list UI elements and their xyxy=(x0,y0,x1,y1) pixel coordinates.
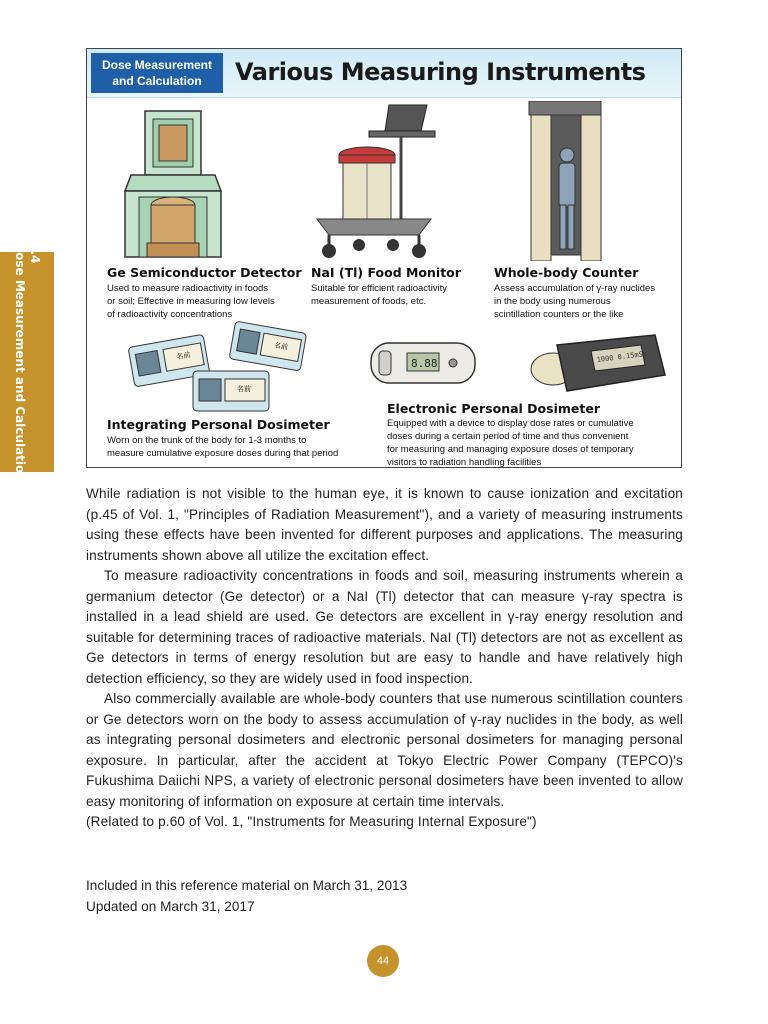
desc-line: Equipped with a device to display dose rates or cumulative xyxy=(387,418,634,429)
instrument-desc-ge xyxy=(107,282,275,321)
updated-date: Updated on March 31, 2017 xyxy=(86,898,255,914)
dosimeter-card-label-2: 名前 xyxy=(273,341,289,352)
figure-header xyxy=(87,49,681,98)
instrument-desc-integrating xyxy=(107,434,338,460)
desc-line: Assess accumulation of γ-ray nuclides xyxy=(494,283,656,294)
desc-line: visitors to radiation handling facilities xyxy=(387,457,542,468)
dosimeter-card-label-3: 名前 xyxy=(237,385,251,393)
figure-title: Various Measuring Instruments xyxy=(235,58,646,86)
dosimeter-card-label-1: 名前 xyxy=(175,350,191,362)
side-tab-text xyxy=(12,242,42,482)
instrument-title-nai: NaI (Tl) Food Monitor xyxy=(311,265,461,280)
nai-food-monitor-illustration xyxy=(309,103,439,259)
instrument-desc-nai xyxy=(311,282,447,308)
desc-line: measure cumulative exposure doses during that period xyxy=(107,448,339,459)
dosimeter-device-illustration xyxy=(529,325,669,401)
whole-body-counter-illustration xyxy=(525,101,605,261)
side-tab-label: Dose Measurement and Calculation xyxy=(13,242,27,482)
desc-line: Suitable for efficient radioactivity xyxy=(311,283,448,294)
figure-section-badge xyxy=(91,53,223,93)
side-tab-number: 2.4 xyxy=(28,242,42,264)
included-date: Included in this reference material on March 31, 2013 xyxy=(86,878,408,893)
instrument-title-electronic: Electronic Personal Dosimeter xyxy=(387,401,600,416)
instrument-desc-whole-body xyxy=(494,282,655,321)
desc-line: scintillation counters or the like xyxy=(494,309,624,320)
page-number: 44 xyxy=(367,945,399,977)
desc-line: for measuring and managing exposure doses of temporary xyxy=(387,444,634,455)
instrument-title-ge: Ge Semiconductor Detector xyxy=(107,265,302,280)
desc-line: in the body using numerous xyxy=(494,296,611,307)
desc-line: Used to measure radioactivity in foods xyxy=(107,283,269,294)
epd-display-reading: 8.88 xyxy=(411,357,438,370)
instrument-desc-electronic xyxy=(387,417,634,469)
desc-line: Worn on the trunk of the body for 1-3 months to xyxy=(107,435,307,446)
desc-line: measurement of foods, etc. xyxy=(311,296,427,307)
instruments-figure xyxy=(86,48,682,468)
desc-line: of radioactivity concentrations xyxy=(107,309,233,320)
device-display-reading: 1000 0.15mSv xyxy=(596,349,648,364)
instrument-title-integrating: Integrating Personal Dosimeter xyxy=(107,417,330,432)
ge-detector-illustration xyxy=(117,107,229,259)
document-dates xyxy=(86,876,407,917)
paragraph-1: While radiation is not visible to the human eye, it is known to cause ionization and excitation (p.45 of Vol. 1, "Principles of Radiation Measurement"), and a variety of measuring instruments using these effects have been invented for different purposes and applications. The measuring instruments shown above all utilize the excitation effect. xyxy=(86,486,683,563)
integrating-dosimeter-illustration xyxy=(127,321,307,417)
related-reference: (Related to p.60 of Vol. 1, "Instruments for Measuring Internal Exposure") xyxy=(86,814,537,829)
instrument-title-whole-body: Whole-body Counter xyxy=(494,265,639,280)
electronic-dosimeter-illustration xyxy=(369,339,479,391)
badge-line-2: and Calculation xyxy=(112,74,202,88)
desc-line: doses during a certain period of time and thus convenient xyxy=(387,431,629,442)
desc-line: or soil; Effective in measuring low levels xyxy=(107,296,275,307)
paragraph-3: Also commercially available are whole-body counters that use numerous scintillation counters or Ge detectors worn on the body to assess accumulation of γ-ray nuclides in the body, as well as integrating personal dosimeters and electronic personal dosimeters for managing personal exposure. In particular, after the accident at Tokyo Electric Power Company (TEPCO)'s Fukushima Daiichi NPS, a variety of electronic personal dosimeters have been invented to allow easy monitoring of information on exposure at certain time intervals. xyxy=(86,691,683,809)
body-text xyxy=(86,484,683,833)
badge-line-1: Dose Measurement xyxy=(101,58,213,72)
paragraph-2: To measure radioactivity concentrations in foods and soil, measuring instruments wherein a germanium detector (Ge detector) or a NaI (Tl) detector that can measure γ-ray spectra is installed in a lead shield are used. Ge detectors are excellent in γ-ray energy resolution and suitable for determining traces of radioactive materials. NaI (Tl) detectors are not as excellent as Ge detectors in terms of energy resolution but are easy to handle and have relatively high detection efficiency, so they are widely used in food inspection. xyxy=(86,568,683,686)
chapter-side-tab xyxy=(0,242,54,482)
